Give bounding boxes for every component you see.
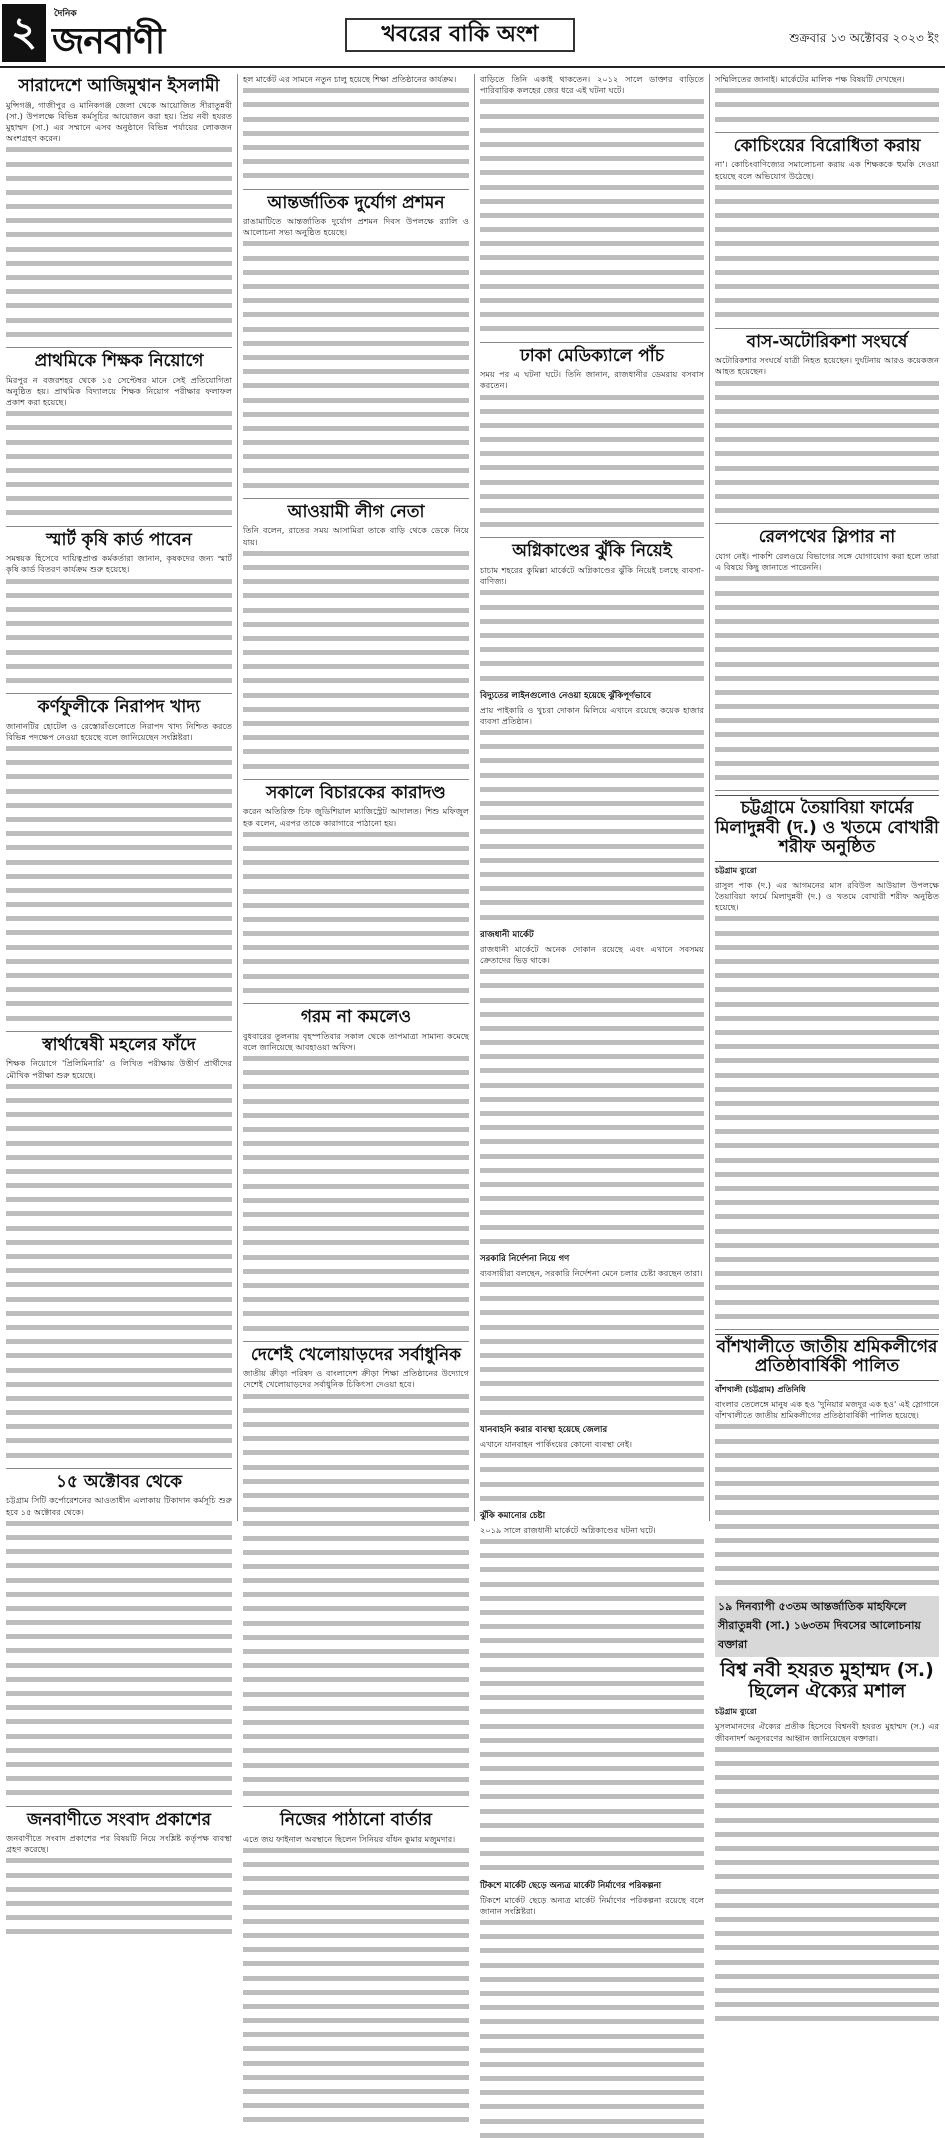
column-3 [480,74,704,1916]
headline: রেলপথের স্লিপার না [758,527,896,548]
article-body [480,705,704,926]
headline: চট্টগ্রামে তৈয়াবিয়া ফার্মের মিলাদুন্নবী (দ.) ও খতমে বোখারী শরীফ অনুষ্ঠিত [715,795,939,862]
headline: দেশেই খেলোয়াড়দের সর্বাধুনিক [250,1344,462,1365]
text-line [6,176,232,187]
article-body [243,806,469,999]
text-line [6,275,232,286]
article-text: করেন অতিরিক্ত চিফ জুডিশিয়াল ম্যাজিস্ট্রেট আদালত। শিশু মফিজুল হক বলেন, এরপর তাকে কারাগারে পাঠানো হয়। [243,806,469,828]
newspaper-logo [48,6,228,62]
column-divider [709,74,710,1521]
article-body [480,1895,704,2144]
text-line [6,162,232,173]
subheading: টিকশে মার্কেট ছেড়ে অন্যত্র মার্কেট নির্মাণের পরিকল্পনা [480,1880,662,1891]
article-text: মুসলমানদের ঐক্যের প্রতীক হিসেবে বিশ্বনবী হযরত মুহাম্মদ (স.) এর জীবনাদর্শ অনুসরণের আহ্বান জানিয়েছেন বক্তারা। [715,1721,939,1743]
logo-prefix: দৈনিক [54,9,77,19]
article-text: এতে জয় ফাইনাল অবস্থানে ছিলেন সিনিয়র বাঁধন কুমার মজুমদার। [243,1833,456,1844]
article-text: রাসুল পাক (দ.) এর আগমনের মাস রবিউল আউয়াল উপলক্ষে তৈয়াবিয়া ফার্মে মিলাদুন্নবী (দ.) ও খতমে বোখারী শরীফ অনুষ্ঠিত হয়েছে। [715,879,939,913]
byline: বাঁশখালী (চট্টগ্রাম) প্রতিনিধি [715,1384,806,1394]
article-text: ব্যবসায়ীরা বলছেন, সরকারি নির্দেশনা মেনে চলার চেষ্টা করছেন তারা। [480,1267,703,1278]
article-text: চট্টগ্রাম সিটি কর্পোরেশনের আওতাধীন এলাকায় টিকাদান কর্মসূচি শুরু হবে ১৫ অক্টোবর থেকে। [6,1495,232,1517]
text-line [6,147,232,158]
article-text: মুন্সিগঞ্জ, গাজীপুর ও মানিকগঞ্জ জেলা থেকে আয়োজিত সীরাতুন্নবী (সা.) উপলক্ষে বিভিন্ন কর্মসূচির আয়োজন করা হয়। প্রিয় নবী হযরত মুহাম্মদ (সা.) এর সম্মানে এসব অনুষ্ঠানে বিভিন্ন পর্যায়ের লোকজন অংশগ্রহণ করেন। [6,99,232,144]
article-body [243,1834,469,2129]
article-text: বুধবারের তুলনায় বৃহস্পতিবার সকাল থেকে তাপমাত্রা সামান্য কমেছে বলে জানিয়েছে আবহাওয়া অফিস। [243,1030,469,1052]
article-text: হল মার্কেট এর সামনে নতুন চালু হয়েছে শিক্ষা প্রতিষ্ঠানের কার্যক্রম। [243,74,457,84]
article-text: সমন্বয়ক হিসেবে দায়িত্বপ্রাপ্ত কর্মকর্তারা জানান, কৃষকদের জন্য স্মার্ট কৃষি কার্ড বিতরণ কার্যক্রম শুরু হয়েছে। [6,553,232,575]
headline: প্রাথমিকে শিক্ষক নিয়োগে [34,350,204,371]
article-body [715,551,939,786]
masthead [0,0,945,68]
column-4 [715,74,939,1743]
article-body [480,1439,704,1507]
article-text: সময় পর এ ঘটনা ঘটে। তিনি জানান, রাজধানীর ডেমরায় বসবাস করতেন। [480,369,704,391]
article-text: ২০১৯ সালে রাজধানী মার্কেটে অগ্নিকাণ্ডের ঘটনা ঘটে। [480,1524,656,1535]
headline: ১৫ অক্টোবর থেকে [55,1471,183,1492]
article-text: জাতীয় ক্রীড়া পরিষদ ও বাংলাদেশ ক্রীড়া শিক্ষা প্রতিষ্ঠানের উদ্যোগে দেশেই খেলোয়াড়দের সর্বাধুনিক চিকিৎসা দেওয়া হবে। [243,1368,469,1390]
article-body [6,553,232,689]
article-body [6,375,232,522]
article-body [715,355,939,519]
column-2 [243,74,469,1844]
article-body [480,944,704,1250]
article-text: না'। কোচিংবাণিজ্যের সমালোচনা করায় এক শিক্ষককে হুমকি দেওয়া হয়েছে বলে অভিযোগ উঠেছে। [715,159,939,181]
article-body [715,1721,939,2027]
subheading: যানবাহনি করার বাবস্থা হয়েছে জেলার [480,1424,608,1435]
headline: গরম না কমলেও [300,1007,412,1027]
headline: অগ্নিকাণ্ডের ঝুঁকি নিয়েই [512,541,672,562]
text-line [6,204,232,215]
article-text: অটোরিকশার সংঘর্ষে যাত্রী নিহত হয়েছেন। দুর্ঘটনায় আরও কয়েকজন আহত হয়েছেন। [715,355,939,377]
column-divider [237,74,238,1521]
headline: বিশ্ব নবী হযরত মুহাম্মদ (স.) ছিলেন ঐক্যের মশাল [720,1658,934,1703]
subheading: সরকারি নির্দেশনা নিয়ে গণ [480,1253,570,1264]
headline: বাঁশখালীতে জাতীয় শ্রমিকলীগের প্রতিষ্ঠাবার্ষিকী পালিত [715,1334,939,1381]
headline: স্মার্ট কৃষি কার্ড পাবেন [46,529,192,550]
text-line [6,190,232,201]
article-body [480,565,704,687]
article-body [480,369,704,533]
headline: জনবাণীতে সংবাদ প্রকাশের [27,1809,211,1830]
page-number: ২ [2,4,46,62]
logo-text: জনবাণী [52,20,165,62]
text-line [6,303,232,314]
article-text: সম্মিলিতের জানাই। মার্কেটের মালিক পক্ষ বিষয়টি দেখছেন। [715,74,905,84]
article-body [243,525,469,774]
article-body [6,100,232,343]
column-divider [474,74,475,1521]
article-body [6,1833,232,1941]
subheading: রাজধানী মার্কেট [480,929,534,940]
headline: ঢাকা মেডিক্যালে পাঁচ [520,345,664,366]
article-body [715,74,939,128]
headline: স্বার্থান্বেষী মহলের ফাঁদে [42,1034,196,1055]
headline: নিজের পাঠানো বার্তার [279,1810,433,1831]
text-line [6,232,232,243]
byline: চট্টগ্রাম ব্যুরো [715,865,757,875]
article-body [6,1495,232,1801]
article-text: রাজধানী মার্কেটে অনেক দোকান রয়েছে এবং এখানে সবসময় ক্রেতাদের ভিড় থাকে। [480,943,704,965]
article-body [6,1058,232,1463]
date-line: শুক্রবার ১৩ অক্টোবর ২০২৩ ইং [789,31,939,45]
article-body [715,159,939,323]
headline: বাস-অটোরিকশা সংঘর্ষে [746,331,908,352]
article-text: প্রায় পাইকারি ও খুচরা দোকান মিলিয়ে এখানে রয়েছে কয়েক হাজার ব্যবসা প্রতিষ্ঠান। [480,704,704,726]
text-line [6,247,232,258]
headline: আওয়ামী লীগ নেতা [287,501,425,522]
section-title: খবরের বাকি অংশ [345,18,575,52]
article-body [243,216,469,494]
article-text: বাড়িতে তিনি একাই থাকতেন। ২০১২ সালে ডাক্তার বাড়িতে পারিবারিক কলহের জের ধরে এই ঘটনা ঘটে। [480,74,704,96]
headline: সারাদেশে আজিমুশ্বান ইসলামী [18,76,220,96]
article-body [480,74,704,338]
byline: চট্টগ্রাম ব্যুরো [715,1707,757,1717]
article-text: যোগ নেই। পাকশি রেলওয়ে বিভাগের সঙ্গে যোগাযোগ করা হলে তারা এ বিষয়ে কিছু জানাতে পারেননি। [715,550,939,573]
article-text: এখানে যানবাহন পার্কিংয়ের কোনো ব্যবস্থা নেই। [480,1438,633,1449]
article-text: বাংলার তেলেঙ্গে মানুষ এক হও 'দুনিয়ার মজদুর এক হও' এই স্লোগানে বাঁশখালীতে জাতীয় শ্রমিকলীগের প্রতিষ্ঠাবার্ষিকী পালিত হয়েছে। [715,1398,939,1421]
text-line [6,332,232,343]
article-text: জনবাণীতে সংবাদ প্রকাশের পর বিষয়টি নিয়ে সংশ্লিষ্ট কর্তৃপক্ষ ব্যবস্থা গ্রহণ করেছে। [6,1833,232,1855]
kicker: ১৯ দিনব্যাপী ৫৩তম আন্তর্জাতিক মাহফিলে সীরাতুন্নবী (সা.) ১৬৩তম দিবসের আলোচনায় বক্তারা [715,1596,939,1657]
article-body [6,721,232,1027]
article-text: জানানটির হোটেল ও রেস্তোরাঁগুলোতে নিরাপদ খাদ্য নিশ্চিত করতে বিভিন্ন পদক্ষেপ নেওয়া হয়েছে বলে জানিয়েছেন সংশ্লিষ্টরা। [6,720,232,742]
article-body [715,1399,939,1592]
headline: কোচিংয়ের বিরোধিতা করায় [733,135,921,156]
article-body [480,1525,704,1877]
text-line [6,218,232,229]
text-line [6,289,232,300]
subheading: ঝুঁকি কমানোর চেষ্টা [480,1510,546,1521]
article-text: শিক্ষক নিয়োগে 'প্রিলিমিনারি' ও লিখিত পরীক্ষায় উত্তীর্ণ প্রার্থীদের মৌখিক পরীক্ষা শুরু হয়েছে। [6,1058,232,1080]
article-body [480,1268,704,1421]
headline: সকালে বিচারকের কারাদণ্ড [266,782,446,803]
subheading: বিদ্যুতের লাইনগুলোও নেওয়া হয়েছে ঝুঁকিপূর্ণভাবে [480,690,652,701]
article-text: তিনি বলেন, রাতের সময় আসামিরা তাকে বাড়ি থেকে ডেকে নিয়ে যায়। [243,525,469,547]
article-body [243,1031,469,1337]
text-line [6,261,232,272]
article-text: রাঙামাটিতে আন্তর্জাতিক দুর্যোগ প্রশমন দিবস উপলক্ষে র‍্যালি ও আলোচনা সভা অনুষ্ঠিত হয়েছে। [243,216,469,238]
article-text: টিকশে মার্কেট ছেড়ে অন্যত্র মার্কেট নির্মাণের পরিকল্পনা রয়েছে বলে জানান সংশ্লিষ্টরা। [480,1894,704,1916]
article-body [715,880,939,1325]
article-body [243,74,469,185]
column-1 [6,74,232,1855]
headline: কর্ণফুলীকে নিরাপদ খাদ্য [37,697,201,718]
article-text: মিরপুর ন বজরশহর থেকে ১৫ সেপ্টেম্বর মানে সেই প্রতিযোগিতা অনুষ্ঠিত হয়। প্রাথমিক বিদ্যালয়ে শিক্ষক নিয়োগ পরীক্ষার ফলাফল প্রকাশ করা হয়েছে। [6,374,232,407]
article-text: চাচাম শহরের কুমিল্লা মার্কেটে অগ্নিকাণ্ডের ঝুঁকি নিয়েই চলছে ব্যবসা-বাণিজ্য। [480,564,704,587]
headline: আন্তর্জাতিক দুর্যোগ প্রশমন [267,192,445,213]
article-body [243,1368,469,1802]
text-line [6,318,232,329]
